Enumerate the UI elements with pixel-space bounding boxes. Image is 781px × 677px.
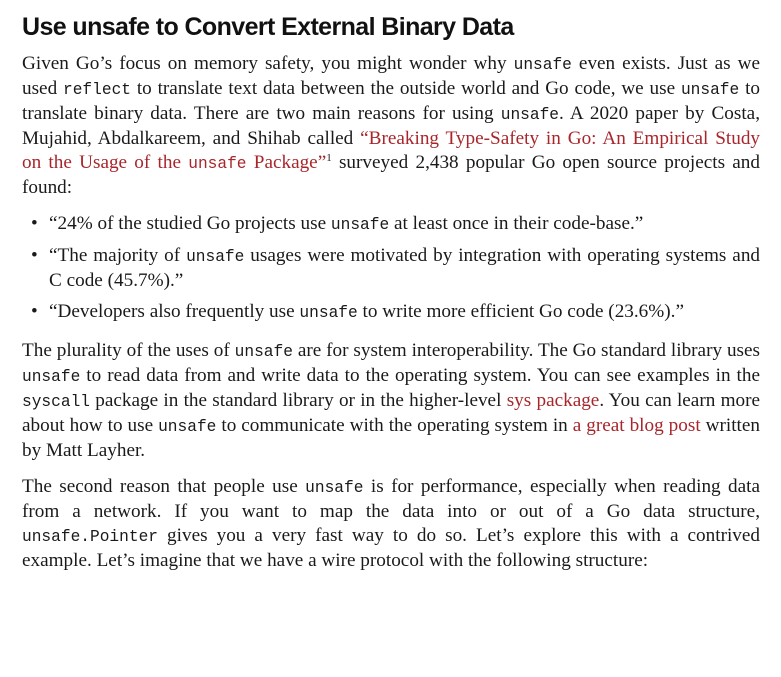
text: package in the standard library or in the higher-level xyxy=(90,390,507,411)
text: “Developers also frequently use xyxy=(49,301,300,322)
inline-code: syscall xyxy=(22,393,90,411)
inline-code: unsafe xyxy=(188,155,247,173)
paragraph-interop xyxy=(22,339,760,463)
paragraph-intro xyxy=(22,52,760,200)
inline-code: unsafe xyxy=(500,106,560,124)
bullet-icon: • xyxy=(31,301,38,322)
blog-post-link[interactable]: a great blog post xyxy=(572,415,701,436)
footnote-marker[interactable]: 1 xyxy=(326,152,332,164)
section-title: Use unsafe to Convert External Binary Data xyxy=(22,13,514,41)
text: surveyed 2,438 popular Go open source projects and found: xyxy=(22,152,760,198)
inline-code: unsafe xyxy=(22,368,81,386)
text: The plurality of the uses of xyxy=(22,340,235,361)
text: to translate binary data. There are two main reasons for using xyxy=(22,78,760,124)
inline-code: unsafe xyxy=(513,56,572,74)
text: at least once in their code-base.” xyxy=(389,213,644,234)
inline-code: unsafe xyxy=(158,418,217,436)
text: . A 2020 paper by Costa, Mujahid, Abdalkareem, and Shihab called xyxy=(22,103,760,149)
text: “The majority of xyxy=(49,245,187,266)
text: to translate text data between the outside world and Go code, we use xyxy=(131,78,681,99)
inline-code: unsafe xyxy=(186,248,245,266)
link-text: “Breaking Type-Safety in Go: An Empirical Study on the Usage of the xyxy=(22,128,761,173)
book-page xyxy=(22,10,760,585)
list-item xyxy=(31,244,761,293)
inline-code: unsafe xyxy=(234,343,293,361)
text: The second reason that people use xyxy=(22,476,306,497)
findings-list xyxy=(22,212,760,325)
inline-code: reflect xyxy=(63,81,131,99)
paragraph-performance xyxy=(22,475,760,573)
text: are for system interoperability. The Go standard library uses xyxy=(292,340,760,361)
bullet-icon: • xyxy=(31,213,38,234)
text: gives you a very fast way to do so. Let’s explore this with a contrived example. Let’s imagine that we have a wire protocol with the following structure: xyxy=(22,525,760,571)
text: to read data from and write data to the operating system. You can see examples in the xyxy=(80,365,760,386)
list-item xyxy=(31,212,760,237)
text: to communicate with the operating system in xyxy=(216,415,573,436)
link-text: Package” xyxy=(246,152,327,173)
text: even exists. Just as we used xyxy=(22,53,760,99)
text: to write more efficient Go code (23.6%).” xyxy=(357,301,684,322)
bullet-icon: • xyxy=(31,245,38,266)
inline-code: unsafe xyxy=(305,479,364,497)
text: written by Matt Layher. xyxy=(22,415,760,461)
text: is for performance, especially when reading data from a network. If you want to map the data into or out of a Go data structure, xyxy=(22,476,760,522)
text: “24% of the studied Go projects use xyxy=(49,213,331,234)
text: . You can learn more about how to use xyxy=(22,390,760,436)
inline-code: unsafe.Pointer xyxy=(22,528,158,546)
sys-package-link[interactable]: sys package xyxy=(506,390,600,411)
inline-code: unsafe xyxy=(330,216,390,234)
list-item xyxy=(31,300,760,325)
text: Given Go’s focus on memory safety, you might wonder why xyxy=(22,53,514,74)
text: usages were motivated by integration with operating systems and C code (45.7%).” xyxy=(49,245,761,291)
inline-code: unsafe xyxy=(680,81,740,99)
inline-code: unsafe xyxy=(299,304,358,322)
